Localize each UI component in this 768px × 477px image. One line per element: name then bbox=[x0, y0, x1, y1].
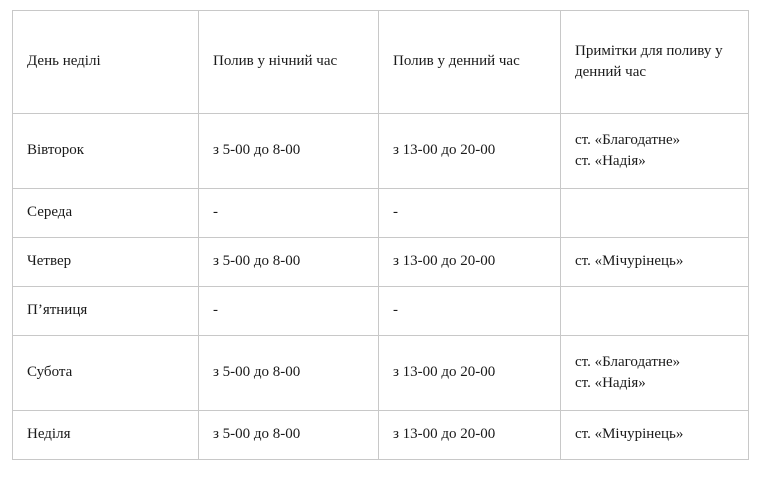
cell-day-watering: з 13-00 до 20-00 bbox=[379, 114, 561, 189]
cell-day-watering: з 13-00 до 20-00 bbox=[379, 238, 561, 287]
document-page bbox=[0, 10, 768, 477]
column-header-day: День неділі bbox=[13, 11, 199, 114]
cell-notes bbox=[561, 189, 749, 238]
cell-notes-line-1: ст. «Мічурінець» bbox=[575, 426, 684, 443]
cell-day-watering: з 13-00 до 20-00 bbox=[379, 336, 561, 411]
cell-day: Субота bbox=[13, 336, 199, 411]
cell-night-watering: - bbox=[199, 189, 379, 238]
watering-schedule-table bbox=[12, 10, 749, 460]
cell-day: Вівторок bbox=[13, 114, 199, 189]
cell-notes bbox=[561, 411, 749, 460]
cell-night-watering: з 5-00 до 8-00 bbox=[199, 411, 379, 460]
cell-notes bbox=[561, 287, 749, 336]
column-header-day-watering: Полив у денний час bbox=[379, 11, 561, 114]
cell-night-watering: з 5-00 до 8-00 bbox=[199, 238, 379, 287]
cell-day: Четвер bbox=[13, 238, 199, 287]
cell-day-watering: з 13-00 до 20-00 bbox=[379, 411, 561, 460]
cell-notes-line-1: ст. «Благодатне» bbox=[575, 131, 681, 148]
table-body bbox=[13, 114, 749, 460]
table-row bbox=[13, 189, 749, 238]
table-row bbox=[13, 411, 749, 460]
table-row bbox=[13, 238, 749, 287]
cell-notes-line-2: ст. «Надія» bbox=[575, 153, 646, 169]
cell-day: Середа bbox=[13, 189, 199, 238]
cell-day-watering: - bbox=[379, 287, 561, 336]
cell-notes-line-1: ст. «Благодатне» bbox=[575, 353, 681, 370]
table-row bbox=[13, 336, 749, 411]
table-row bbox=[13, 287, 749, 336]
column-header-night-watering: Полив у нічний час bbox=[199, 11, 379, 114]
cell-notes bbox=[561, 336, 749, 411]
table-header bbox=[13, 11, 749, 114]
cell-notes bbox=[561, 114, 749, 189]
cell-night-watering: з 5-00 до 8-00 bbox=[199, 114, 379, 189]
cell-notes bbox=[561, 238, 749, 287]
cell-day: Неділя bbox=[13, 411, 199, 460]
cell-notes-line-2: ст. «Надія» bbox=[575, 375, 646, 391]
cell-night-watering: - bbox=[199, 287, 379, 336]
cell-night-watering: з 5-00 до 8-00 bbox=[199, 336, 379, 411]
table-header-row bbox=[13, 11, 749, 114]
table-row bbox=[13, 114, 749, 189]
cell-day-watering: - bbox=[379, 189, 561, 238]
column-header-notes: Примітки для поливу у денний час bbox=[561, 11, 749, 114]
cell-notes-line-1: ст. «Мічурінець» bbox=[575, 253, 684, 270]
cell-day: П’ятниця bbox=[13, 287, 199, 336]
